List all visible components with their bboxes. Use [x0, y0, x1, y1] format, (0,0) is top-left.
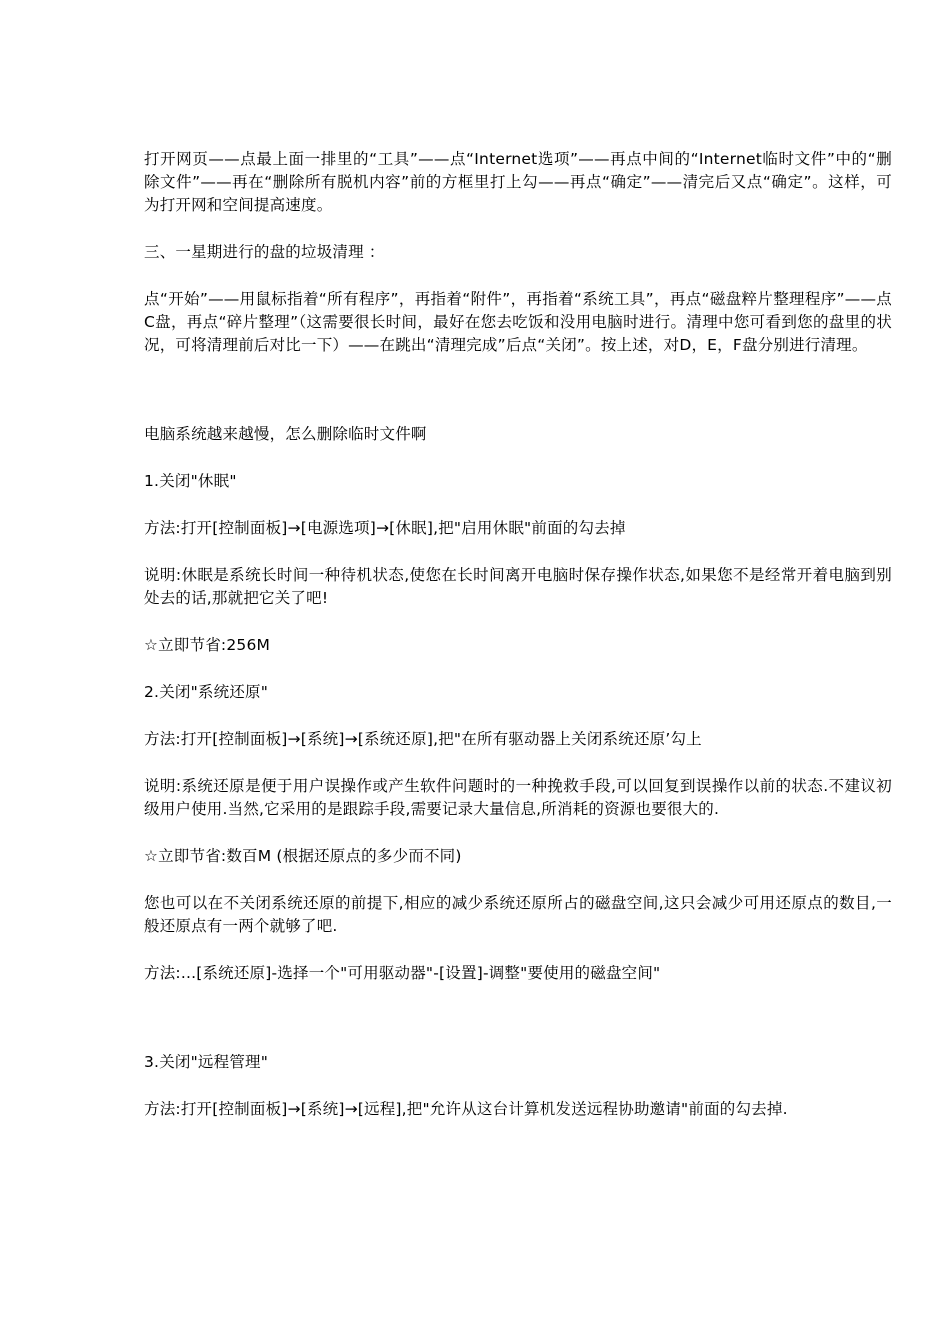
heading-disable-hibernate: 1.关闭"休眠": [144, 472, 237, 490]
paragraph-ie-temp-files: 打开网页——点最上面一排里的“工具”——点“Internet选项”——再点中间的“Internet临时文件”中的“删除文件”——再在“删除所有脱机内容”前的方框里打上勾——再点“确定”——清完后又点“确定”。这样，可为打开网和空间提高速度。: [144, 150, 892, 214]
section-spacer: [144, 1009, 892, 1051]
method-restore-space: 方法:...[系统还原]-选择一个"可用驱动器"-[设置]-调整"要使用的磁盘空间": [144, 964, 661, 982]
tip-restore-space: 您也可以在不关闭系统还原的前提下,相应的减少系统还原所占的磁盘空间,这只会减少可用还原点的数目,一般还原点有一两个就够了吧.: [144, 894, 892, 935]
description-restore: 说明:系统还原是便于用户误操作或产生软件问题时的一种挽救手段,可以回复到误操作以前的状态.不建议初级用户使用.当然,它采用的是跟踪手段,需要记录大量信息,所消耗的资源也要很大的.: [144, 777, 892, 818]
heading-system-slow: 电脑系统越来越慢，怎么删除临时文件啊: [144, 425, 427, 443]
paragraph-defrag-steps: 点“开始”——用鼠标指着“所有程序”，再指着“附件”，再指着“系统工具”，再点“磁盘粹片整理程序”——点C盘，再点“碎片整理”（这需要很长时间，最好在您去吃饭和没用电脑时进行。清理中您可看到您的盘里的状况，可将清理前后对比一下）——在跳出“清理完成”后点“关闭”。按上述，对D，E，F盘分别进行清理。: [144, 290, 892, 354]
method-hibernate: 方法:打开[控制面板]→[电源选项]→[休眠],把"启用休眠"前面的勾去掉: [144, 519, 626, 537]
method-restore: 方法:打开[控制面板]→[系统]→[系统还原],把"在所有驱动器上关闭系统还原’勾上: [144, 730, 702, 748]
description-hibernate: 说明:休眠是系统长时间一种待机状态,使您在长时间离开电脑时保存操作状态,如果您不是经常开着电脑到别处去的话,那就把它关了吧!: [144, 566, 892, 607]
heading-weekly-cleanup: 三、一星期进行的盘的垃圾清理 ：: [144, 243, 385, 261]
document-body: [144, 148, 892, 1145]
heading-disable-restore: 2.关闭"系统还原": [144, 683, 269, 701]
section-spacer: [144, 381, 892, 423]
method-remote: 方法:打开[控制面板]→[系统]→[远程],把"允许从这台计算机发送远程协助邀请"前面的勾去掉.: [144, 1100, 788, 1118]
savings-hibernate: ☆立即节省:256M: [144, 636, 271, 654]
savings-restore: ☆立即节省:数百M (根据还原点的多少而不同): [144, 847, 462, 865]
heading-disable-remote: 3.关闭"远程管理": [144, 1053, 269, 1071]
